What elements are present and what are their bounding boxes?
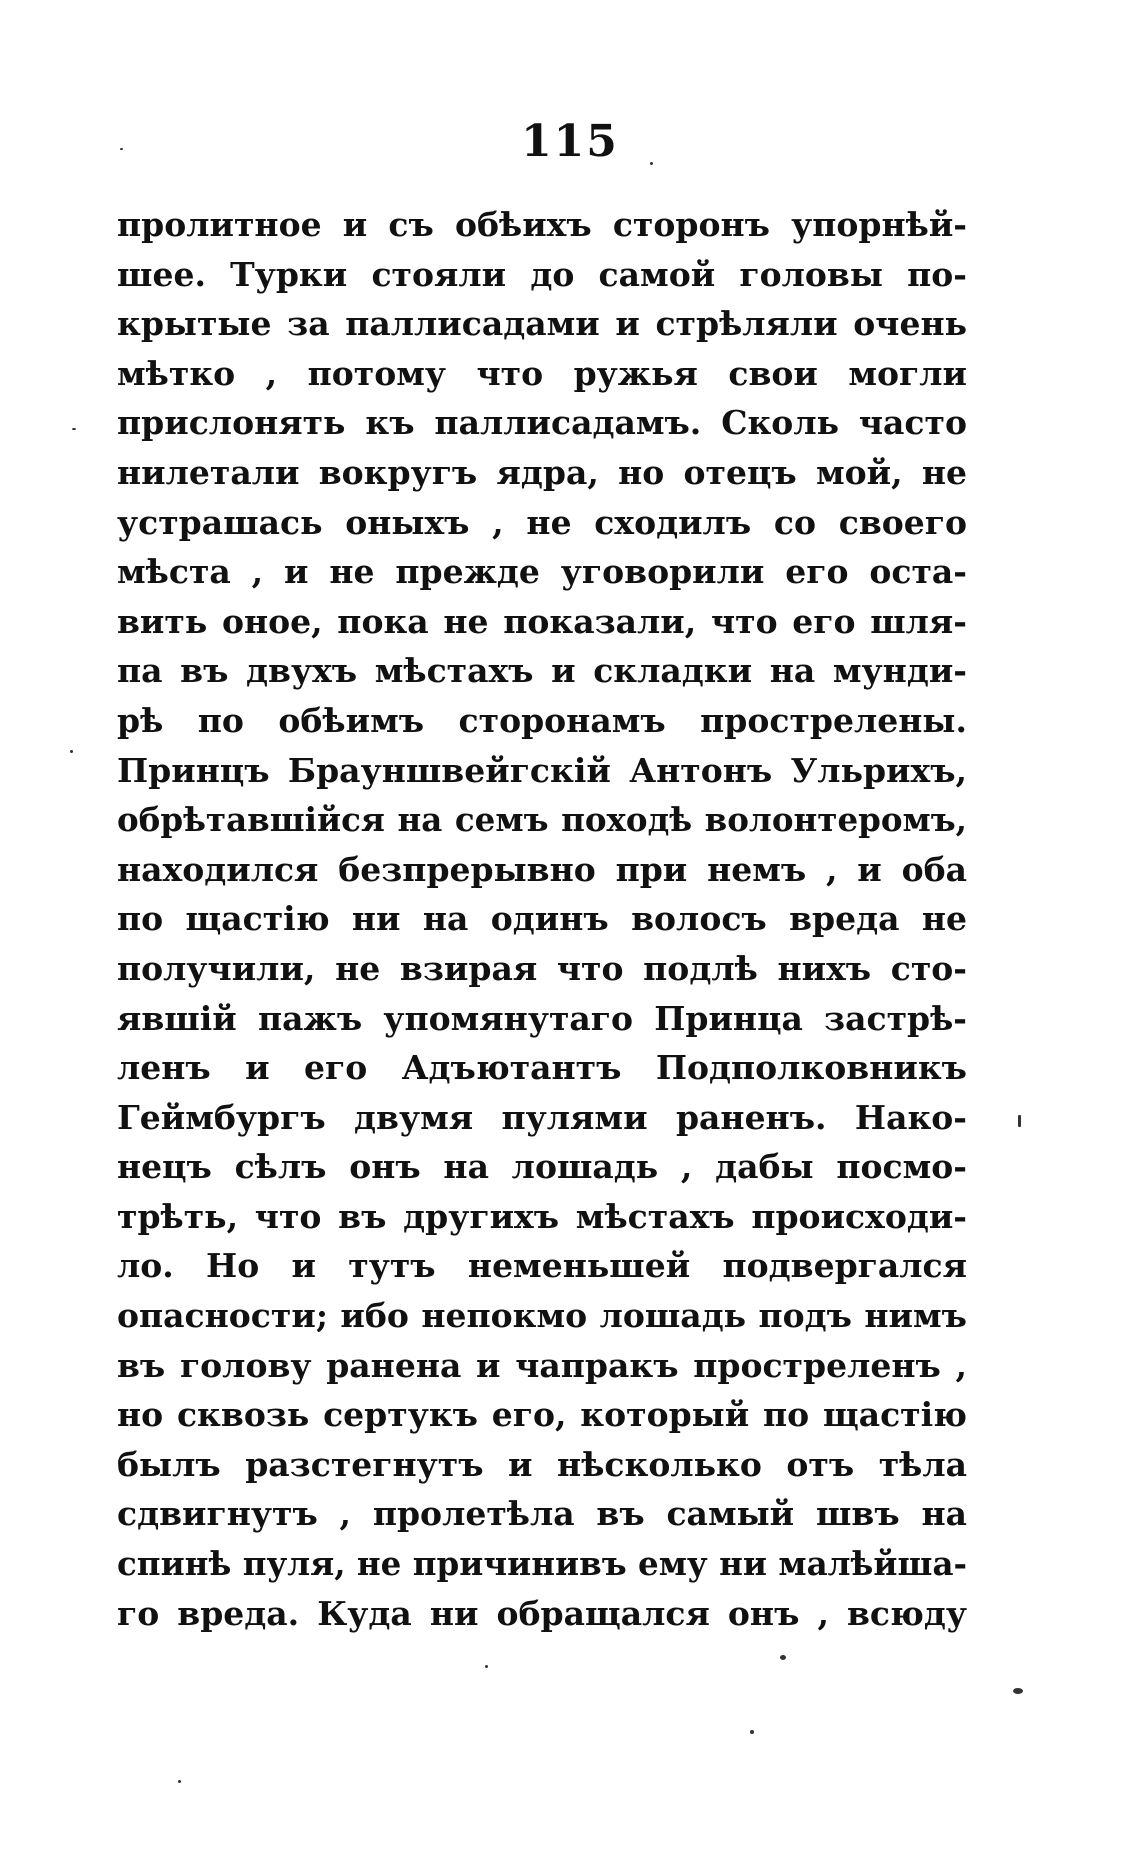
text-line: въ голову ранена и чапракъ простреленъ , [117,1345,967,1385]
text-line: мѣста , и не прежде уговорили его оста- [117,552,967,592]
text-line: сдвигнутъ , пролетѣла въ самый швъ на [117,1494,967,1534]
text-line: нилетали вокругъ ядра, но отецъ мой, не [117,452,967,492]
text-line: получили, не взирая что подлѣ нихъ сто- [117,948,967,988]
page-number: 115 [521,116,619,167]
scan-speck [750,1730,754,1734]
scan-speck [485,1665,488,1668]
text-line: спинѣ пуля, не причинивъ ему ни малѣйша- [117,1544,967,1584]
text-line: крытые за паллисадами и стрѣляли очень [117,304,967,344]
scan-speck [780,1655,786,1660]
text-line: устрашась оныхъ , не сходилъ со своего [117,502,967,542]
text-line: па въ двухъ мѣстахъ и складки на мунди- [117,651,967,691]
text-line: пролитное и съ обѣихъ сторонъ упорнѣй- [117,205,967,244]
scan-speck [650,162,653,165]
text-line: Принцъ Брауншвейгскій Антонъ Ульрихъ, [117,750,967,790]
text-line: вить оное, пока не показали, что его шля- [117,601,967,641]
text-line: шее. Турки стояли до самой головы по- [117,254,967,294]
scan-speck [178,1780,181,1783]
text-line: нецъ сѣлъ онъ на лошадь , дабы посмо- [117,1147,967,1187]
text-line: находился безпрерывно при немъ , и оба [117,849,967,889]
scan-speck [1018,1115,1021,1127]
scan-speck [70,750,73,753]
scan-speck [72,428,76,430]
text-line: по щастію ни на одинъ волосъ вреда не [117,899,967,939]
text-line: обрѣтавшійся на семъ походѣ волонтеромъ, [117,800,967,840]
scan-speck [120,148,123,150]
text-line: прислонять къ паллисадамъ. Сколь часто [117,403,967,443]
scan-speck [1013,1688,1023,1694]
text-line: опасности; ибо непокмо лошадь подъ нимъ [117,1296,967,1336]
text-line: былъ разстегнутъ и нѣсколько отъ тѣла [117,1444,967,1484]
text-line: рѣ по обѣимъ сторонамъ прострелены. [117,700,967,740]
text-line: ло. Но и тутъ неменьшей подвергался [117,1246,967,1286]
text-line: но сквозь сертукъ его, который по щастію [117,1395,967,1435]
text-line: трѣть, что въ другихъ мѣстахъ происходи- [117,1196,967,1236]
text-line: мѣтко , потому что ружья свои могли [117,353,967,393]
text-line: го вреда. Куда ни обращался онъ , всюду [117,1593,967,1633]
text-line: явшій пажъ упомянутаго Принца застрѣ- [117,998,967,1038]
text-line: Геймбургъ двумя пулями раненъ. Нако- [117,1097,967,1137]
body-text [117,200,967,1638]
text-line: ленъ и его Адъютантъ Подполковникъ [117,1048,967,1088]
